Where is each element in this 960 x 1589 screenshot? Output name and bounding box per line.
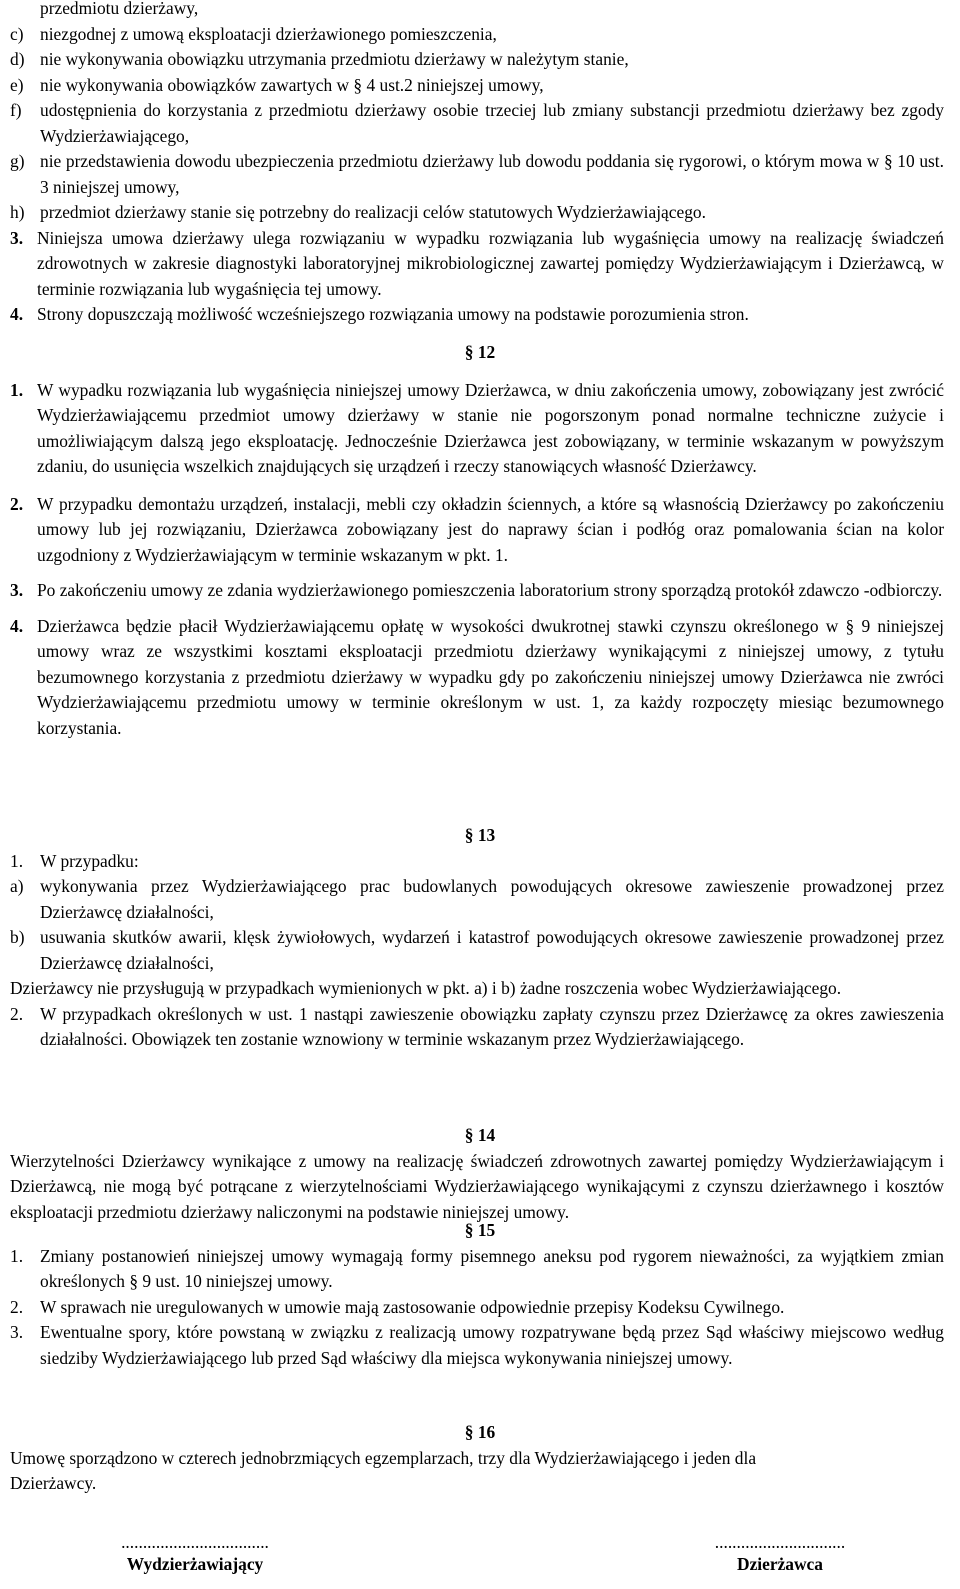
point-text: W przypadku demontażu urządzeń, instalacji, mebli czy okładzin ściennych, a które są własnością Dzierżawcy po zakończeniu umowy lub jej rozwiązaniu, Dzierżawca zobowiązany jest do naprawy ścian i podłóg oraz pomalowania ścian na kolor uzgodniony z Wydzierżawiającym w terminie wskazanym w pkt. 1. [37,493,944,565]
point-label: 2. [10,1003,24,1024]
point-label: 3. [10,580,24,600]
item-text: nie wykonywania obowiązków zawartych w § 4 ust.2 niniejszej umowy, [40,74,544,95]
item-label: b) [10,927,25,947]
item-label: a) [10,876,24,896]
signature-right [680,1532,880,1576]
point-text: W wypadku rozwiązania lub wygaśnięcia niniejszej umowy Dzierżawca, w dniu zakończenia umowy, zobowiązany jest zwrócić Wydzierżawiającemu przedmiot umowy dzierżawy w stanie nie pogorszonym ponad normalne techniczne zużycie i umożliwiającym dalszą jego eksploatację. Jednocześnie Dzierżawca jest zobowiązany, w terminie wskazanym w powyższym zdaniu, do usunięcia wszelkich znajdujących się urządzeń i rzeczy stanowiących własność Dzierżawcy. [37,379,944,476]
point-label: 3. [10,1322,24,1342]
section-heading: § 14 [464,1125,496,1145]
point-label: 1. [10,850,24,871]
item-label: f) [10,100,22,120]
point-label: 4. [10,304,24,324]
item-label: e) [10,74,24,95]
item-text: usuwania skutków awarii, klęsk żywiołowych, wydarzeń i katastrof powodujących okresowe zawieszenie prowadzonej przez Dzierżawcę działalności, [40,927,944,973]
intro-continuation: przedmiotu dzierżawy, [40,0,199,18]
section-13 [0,823,960,1053]
point-label: 1. [10,379,24,400]
item-label: h) [10,202,25,222]
point-label: 3. [10,227,24,248]
s15-point-1 [0,1244,960,1295]
s12-point-3 [0,578,960,604]
s14-text: Wierzytelności Dzierżawcy wynikające z umowy na realizację świadczeń zdrowotnych zawartej pomiędzy Wydzierżawiającym i Dzierżawcą, nie mogą być potrącane z wierzytelnościami Wydzierżawiającego wynikającymi z czynszu dzierżawnego i kosztów eksploatacji przedmiotu dzierżawy naliczonymi na podstawie niniejszej umowy. [10,1150,944,1222]
s13-after-text: Dzierżawcy nie przysługują w przypadkach wymienionych w pkt. a) i b) żadne roszczenia wobec Wydzierżawiającego. [10,978,842,998]
s13-item-a [0,874,960,925]
point-text: Dzierżawca będzie płacił Wydzierżawiającemu opłatę w wysokości dwukrotnej stawki czynszu określonego w § 9 niniejszej umowy wraz ze wszystkimi kosztami eksploatacji przedmiotu dzierżawy wynikającymi z niniejszej umowy, z tytułu bezumownego korzystania z przedmiotu dzierżawy w wypadku gdy po zakończeniu niniejszej umowy Dzierżawca nie zwróci Wydzierżawiającemu przedmiotu umowy w terminie określonym w ust. 1, za każdy rozpoczęty miesiąc bezumownego korzystania. [37,615,944,738]
item-text: nie wykonywania obowiązku utrzymania przedmiotu dzierżawy w należytym stanie, [40,49,629,69]
list-item-e [0,73,960,99]
list-item-c [0,22,960,48]
point-label: 2. [10,1296,24,1317]
s13-point-1 [0,849,960,875]
s15-point-3 [0,1320,960,1371]
signature-label: Wydzierżawiający [126,1554,264,1574]
item-label: g) [10,151,25,171]
point-text: W przypadku: [40,850,139,871]
item-text: niezgodnej z umową eksploatacji dzierżawionego pomieszczenia, [40,23,497,44]
s12-point-4 [0,614,960,742]
section-14 [0,1123,960,1225]
point-label: 4. [10,615,24,636]
point-label: 1. [10,1245,24,1266]
section-heading: § 13 [464,825,496,845]
list-item-g [0,149,960,200]
signature-label: Dzierżawca [737,1554,823,1574]
point-text: Zmiany postanowień niniejszej umowy wymagają formy pisemnego aneksu pod rygorem nieważności, za wyjątkiem zmian określonych § 9 ust. 10 niniejszej umowy. [40,1245,944,1291]
list-item-h [0,200,960,226]
signature-line: .............................. [714,1532,846,1552]
item-text: udostępnienia do korzystania z przedmiotu dzierżawy osobie trzeciej lub zmiany substancji przedmiotu dzierżawy bez zgody Wydzierżawiającego, [40,100,944,146]
point-4 [0,302,960,328]
point-text: Po zakończeniu umowy ze zdania wydzierżawionego pomieszczenia laboratorium strony sporządzą protokół zdawczo -odbiorczy. [37,580,943,600]
item-text: wykonywania przez Wydzierżawiającego prac budowlanych powodujących okresowe zawieszenie prowadzonej przez Dzierżawcę działalności, [40,876,944,922]
s15-point-2 [0,1295,960,1321]
section-heading: § 12 [464,342,496,362]
point-text: W przypadkach określonych w ust. 1 nastąpi zawieszenie obowiązku zapłaty czynszu przez Dzierżawcę za okres zawieszenia działalności. Obowiązek ten zostanie wznowiony w terminie wskazanym przez Wydzierżawiającego. [40,1003,944,1049]
list-item-d [0,47,960,73]
item-label: d) [10,49,25,69]
point-text: W sprawach nie uregulowanych w umowie mają zastosowanie odpowiednie przepisy Kodeksu Cywilnego. [40,1296,785,1317]
point-label: 2. [10,493,24,514]
s12-point-1 [0,378,960,480]
point-3 [0,226,960,303]
s16-line-2: Dzierżawcy. [10,1473,97,1493]
list-item-f [0,98,960,149]
section-heading: § 15 [464,1220,496,1240]
item-label: c) [10,23,24,44]
item-text: przedmiot dzierżawy stanie się potrzebny do realizacji celów statutowych Wydzierżawiającego. [40,202,706,222]
section-16 [0,1420,960,1497]
section-15 [0,1218,960,1371]
signature-left [95,1532,295,1576]
item-text: nie przedstawienia dowodu ubezpieczenia przedmiotu dzierżawy lub dowodu poddania się rygorowi, o którym mowa w § 10 ust. 3 niniejszej umowy, [40,151,944,197]
s16-line-1: Umowę sporządzono w czterech jednobrzmiących egzemplarzach, trzy dla Wydzierżawiającego i jeden dla [10,1447,757,1468]
point-text: Strony dopuszczają możliwość wcześniejszego rozwiązania umowy na podstawie porozumienia stron. [37,304,749,324]
intro-section [0,0,960,328]
point-text: Ewentualne spory, które powstaną w związku z realizacją umowy rozpatrywane będą przez Sąd właściwy miejscowo według siedziby Wydzierżawiającego lub przed Sąd właściwy dla miejsca wykonywania niniejszej umowy. [40,1322,944,1368]
s13-item-b [0,925,960,976]
point-text: Niniejsza umowa dzierżawy ulega rozwiązaniu w wypadku rozwiązania lub wygaśnięcia umowy na realizację świadczeń zdrowotnych w zakresie diagnostyki laboratoryjnej mikrobiologicznej zawartej pomiędzy Wydzierżawiającym i Dzierżawcą, w terminie rozwiązania lub wygaśnięcia tej umowy. [37,227,944,299]
section-12 [0,340,960,741]
section-heading: § 16 [464,1422,496,1442]
signature-line: .................................. [121,1532,269,1552]
s12-point-2 [0,492,960,569]
s13-point-2 [0,1002,960,1053]
